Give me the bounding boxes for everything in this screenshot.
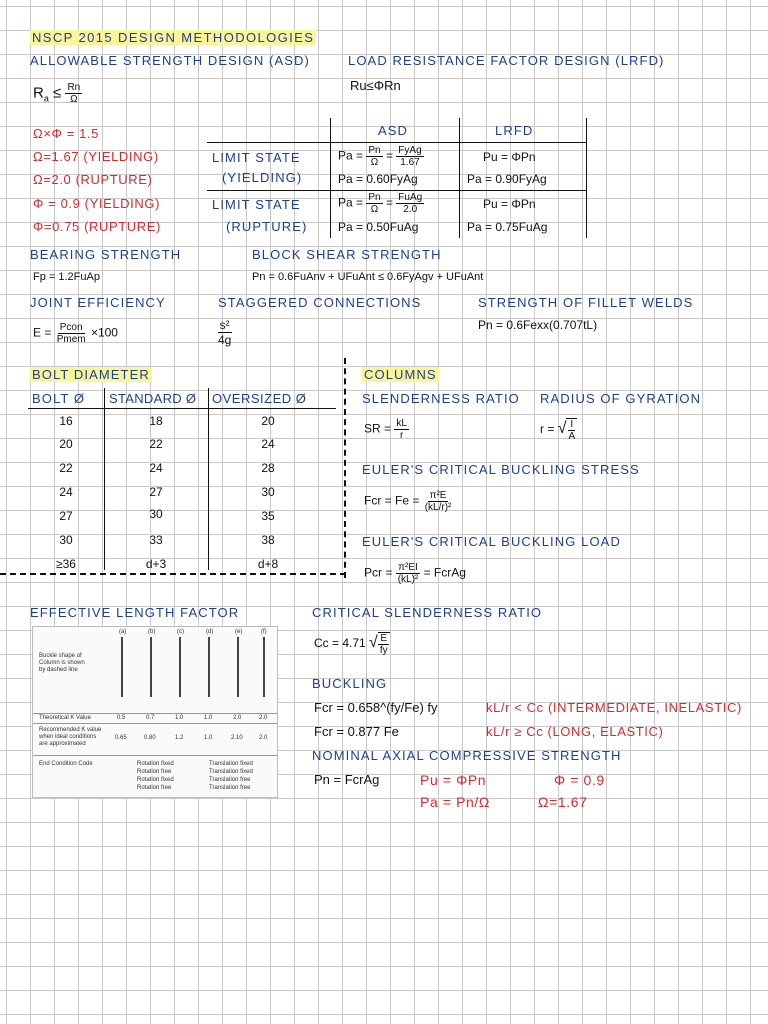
lrfd-formula: Ru≤ΦRn bbox=[350, 78, 401, 93]
bearing-heading: BEARING STRENGTH bbox=[30, 247, 182, 262]
euler-load-formula: Pcr = $\frac{\text{π²EI}}{\text{(kL)²}}$ = FcrAg bbox=[364, 562, 466, 585]
asd-yield-formula-a: Pa = $\frac{Pn}{\Omega}$ = $\frac{\text{FyAg}}{1.67}$ bbox=[338, 145, 422, 168]
limit-table-asd-header: ASD bbox=[378, 123, 409, 138]
nominal-phi-value: Φ = 0.9 bbox=[554, 772, 605, 788]
limit-table-vline bbox=[330, 118, 331, 238]
legend-rotation: Rotation free bbox=[137, 785, 172, 791]
nominal-strength-heading: NOMINAL AXIAL COMPRESSIVE STRENGTH bbox=[312, 748, 622, 763]
limit-table-hline bbox=[207, 142, 587, 143]
figure-col-header: (f) bbox=[261, 629, 267, 635]
effective-length-heading: EFFECTIVE LENGTH FACTOR bbox=[30, 605, 240, 620]
legend-rotation: Rotation fixed bbox=[137, 777, 174, 783]
bearing-formula: Fp = 1.2FuAp bbox=[33, 271, 100, 283]
figure-caption: Buckle shape of Column is shown by dashed line bbox=[39, 653, 85, 673]
bolt-col-header: BOLT Ø bbox=[32, 391, 86, 406]
theoretical-k-value: 0.7 bbox=[146, 715, 155, 721]
column-sketch bbox=[237, 637, 239, 697]
asd-yield-formula-b: Pa = 0.60FyAg bbox=[338, 172, 418, 186]
joint-efficiency-formula: E = $\frac{\text{Pcon}}{\text{Pmem}}$ ×100 bbox=[33, 322, 118, 345]
dashed-divider-vertical bbox=[344, 358, 346, 578]
figure-col-header: (a) bbox=[119, 629, 127, 635]
fillet-heading: STRENGTH OF FILLET WELDS bbox=[478, 295, 694, 310]
joint-efficiency-heading: JOINT EFFICIENCY bbox=[30, 295, 166, 310]
nominal-omega-value: Ω=1.67 bbox=[538, 794, 588, 810]
theoretical-k-value: 2.0 bbox=[233, 715, 242, 721]
recommended-k-label: Recommended K value when ideal conditions are approximated bbox=[39, 727, 102, 747]
critical-slenderness-formula: Cc = 4.71 √ $\frac{E}{fy}$ bbox=[314, 633, 388, 656]
limit-state-label: LIMIT STATE bbox=[212, 197, 301, 212]
legend-rotation: Rotation fixed bbox=[137, 761, 174, 767]
theoretical-k-value: 2.0 bbox=[259, 715, 268, 721]
asd-formula: $R_a$ ≤ $\frac{Rn}{\Omega}$ bbox=[33, 82, 81, 105]
factor-omega-yield: Ω=1.67 (YIELDING) bbox=[33, 149, 159, 164]
dashed-divider-horizontal bbox=[0, 573, 346, 575]
elastic-formula: Fcr = 0.877 Fe bbox=[314, 724, 399, 739]
recommended-k-value: 0.65 bbox=[115, 735, 127, 741]
limit-table-hline bbox=[207, 190, 587, 191]
figure-col-header: (e) bbox=[235, 629, 243, 635]
effective-length-figure bbox=[32, 626, 278, 798]
theoretical-k-value: 1.0 bbox=[204, 715, 213, 721]
lrfd-heading: LOAD RESISTANCE FACTOR DESIGN (LRFD) bbox=[348, 53, 665, 68]
elastic-condition: kL/r ≥ Cc (LONG, ELASTIC) bbox=[486, 724, 664, 739]
limit-table-vline bbox=[586, 118, 587, 238]
column-sketch bbox=[121, 637, 123, 697]
bolt-table-hline bbox=[28, 408, 336, 409]
critical-slenderness-heading: CRITICAL SLENDERNESS RATIO bbox=[312, 605, 543, 620]
bolt-table-vline bbox=[104, 388, 105, 570]
theoretical-k-label: Theoretical K Value bbox=[39, 715, 91, 721]
nominal-pu-formula: Pu = ΦPn bbox=[420, 772, 487, 788]
nominal-pa-formula: Pa = Pn/Ω bbox=[420, 794, 490, 810]
column-sketch bbox=[263, 637, 265, 697]
theoretical-k-value: 0.5 bbox=[117, 715, 126, 721]
limit-state-label: LIMIT STATE bbox=[212, 150, 301, 165]
figure-col-header: (c) bbox=[177, 629, 184, 635]
gyration-heading: RADIUS OF GYRATION bbox=[540, 391, 702, 406]
bolt-col-header: OVERSIZED Ø bbox=[212, 391, 307, 406]
asd-heading: ALLOWABLE STRENGTH DESIGN (ASD) bbox=[30, 53, 310, 68]
euler-load-heading: EULER'S CRITICAL BUCKLING LOAD bbox=[362, 534, 621, 549]
slenderness-formula: SR = $\frac{kL}{r}$ bbox=[364, 418, 407, 441]
recommended-k-value: 2.0 bbox=[259, 735, 268, 741]
euler-stress-heading: EULER'S CRITICAL BUCKLING STRESS bbox=[362, 462, 640, 477]
nominal-pn-formula: Pn = FcrAg bbox=[314, 772, 380, 787]
factor-phi-rupture: Φ=0.75 (RUPTURE) bbox=[33, 219, 161, 234]
factor-product: Ω×Φ = 1.5 bbox=[33, 126, 99, 141]
legend-translation: Translation fixed bbox=[209, 761, 253, 767]
legend-translation: Translation free bbox=[209, 777, 251, 783]
recommended-k-value: 0.80 bbox=[144, 735, 156, 741]
recommended-k-value: 2.10 bbox=[231, 735, 243, 741]
column-sketch bbox=[150, 637, 152, 697]
column-sketch bbox=[179, 637, 181, 697]
recommended-k-value: 1.2 bbox=[175, 735, 184, 741]
page-title: NSCP 2015 DESIGN METHODOLOGIES bbox=[32, 30, 315, 45]
gyration-formula: r = √ $\frac{I}{A}$ bbox=[540, 419, 576, 442]
limit-table-vline bbox=[459, 118, 460, 238]
recommended-k-value: 1.0 bbox=[204, 735, 213, 741]
legend-rotation: Rotation free bbox=[137, 769, 172, 775]
lrfd-rupture-formula-b: Pa = 0.75FuAg bbox=[467, 220, 548, 234]
fillet-formula: Pn = 0.6Fexx(0.707tL) bbox=[478, 318, 598, 332]
asd-rupture-formula-b: Pa = 0.50FuAg bbox=[338, 220, 419, 234]
lrfd-rupture-formula-a: Pu = ΦPn bbox=[483, 197, 536, 211]
bolt-diameter-heading: BOLT DIAMETER bbox=[32, 367, 150, 382]
bolt-col-header: STANDARD Ø bbox=[109, 391, 197, 406]
asd-rupture-formula-a: Pa = $\frac{Pn}{\Omega}$ = $\frac{\text{FuAg}}{2.0}$ bbox=[338, 192, 423, 215]
legend-translation: Translation fixed bbox=[209, 769, 253, 775]
columns-heading: COLUMNS bbox=[364, 367, 437, 382]
staggered-formula: $\frac{\text{s²}}{4g}$ bbox=[218, 318, 232, 347]
inelastic-formula: Fcr = 0.658^(fy/Fe) fy bbox=[314, 700, 438, 715]
column-sketch bbox=[208, 637, 210, 697]
end-condition-label: End Condition Code bbox=[39, 761, 93, 767]
theoretical-k-value: 1.0 bbox=[175, 715, 184, 721]
factor-omega-rupture: Ω=2.0 (RUPTURE) bbox=[33, 172, 153, 187]
lrfd-yield-formula-b: Pa = 0.90FyAg bbox=[467, 172, 547, 186]
bolt-table-vline bbox=[208, 388, 209, 570]
factor-phi-yield: Φ = 0.9 (YIELDING) bbox=[33, 196, 161, 211]
euler-stress-formula: Fcr = Fe = $\frac{\text{π²E}}{\text{(kL/r)²}}$ bbox=[364, 490, 452, 513]
inelastic-condition: kL/r < Cc (INTERMEDIATE, INELASTIC) bbox=[486, 700, 742, 715]
slenderness-heading: SLENDERNESS RATIO bbox=[362, 391, 520, 406]
limit-table-lrfd-header: LRFD bbox=[495, 123, 534, 138]
buckling-heading: BUCKLING bbox=[312, 676, 388, 691]
lrfd-yield-formula-a: Pu = ΦPn bbox=[483, 150, 536, 164]
figure-col-header: (b) bbox=[148, 629, 156, 635]
limit-state-sub: (RUPTURE) bbox=[226, 219, 308, 234]
block-shear-formula: Pn = 0.6FuAnv + UFuAnt ≤ 0.6FyAgv + UFuAnt bbox=[252, 271, 484, 283]
figure-col-header: (d) bbox=[206, 629, 214, 635]
legend-translation: Translation free bbox=[209, 785, 251, 791]
block-shear-heading: BLOCK SHEAR STRENGTH bbox=[252, 247, 442, 262]
limit-state-sub: (YIELDING) bbox=[222, 170, 303, 185]
staggered-heading: STAGGERED CONNECTIONS bbox=[218, 295, 422, 310]
